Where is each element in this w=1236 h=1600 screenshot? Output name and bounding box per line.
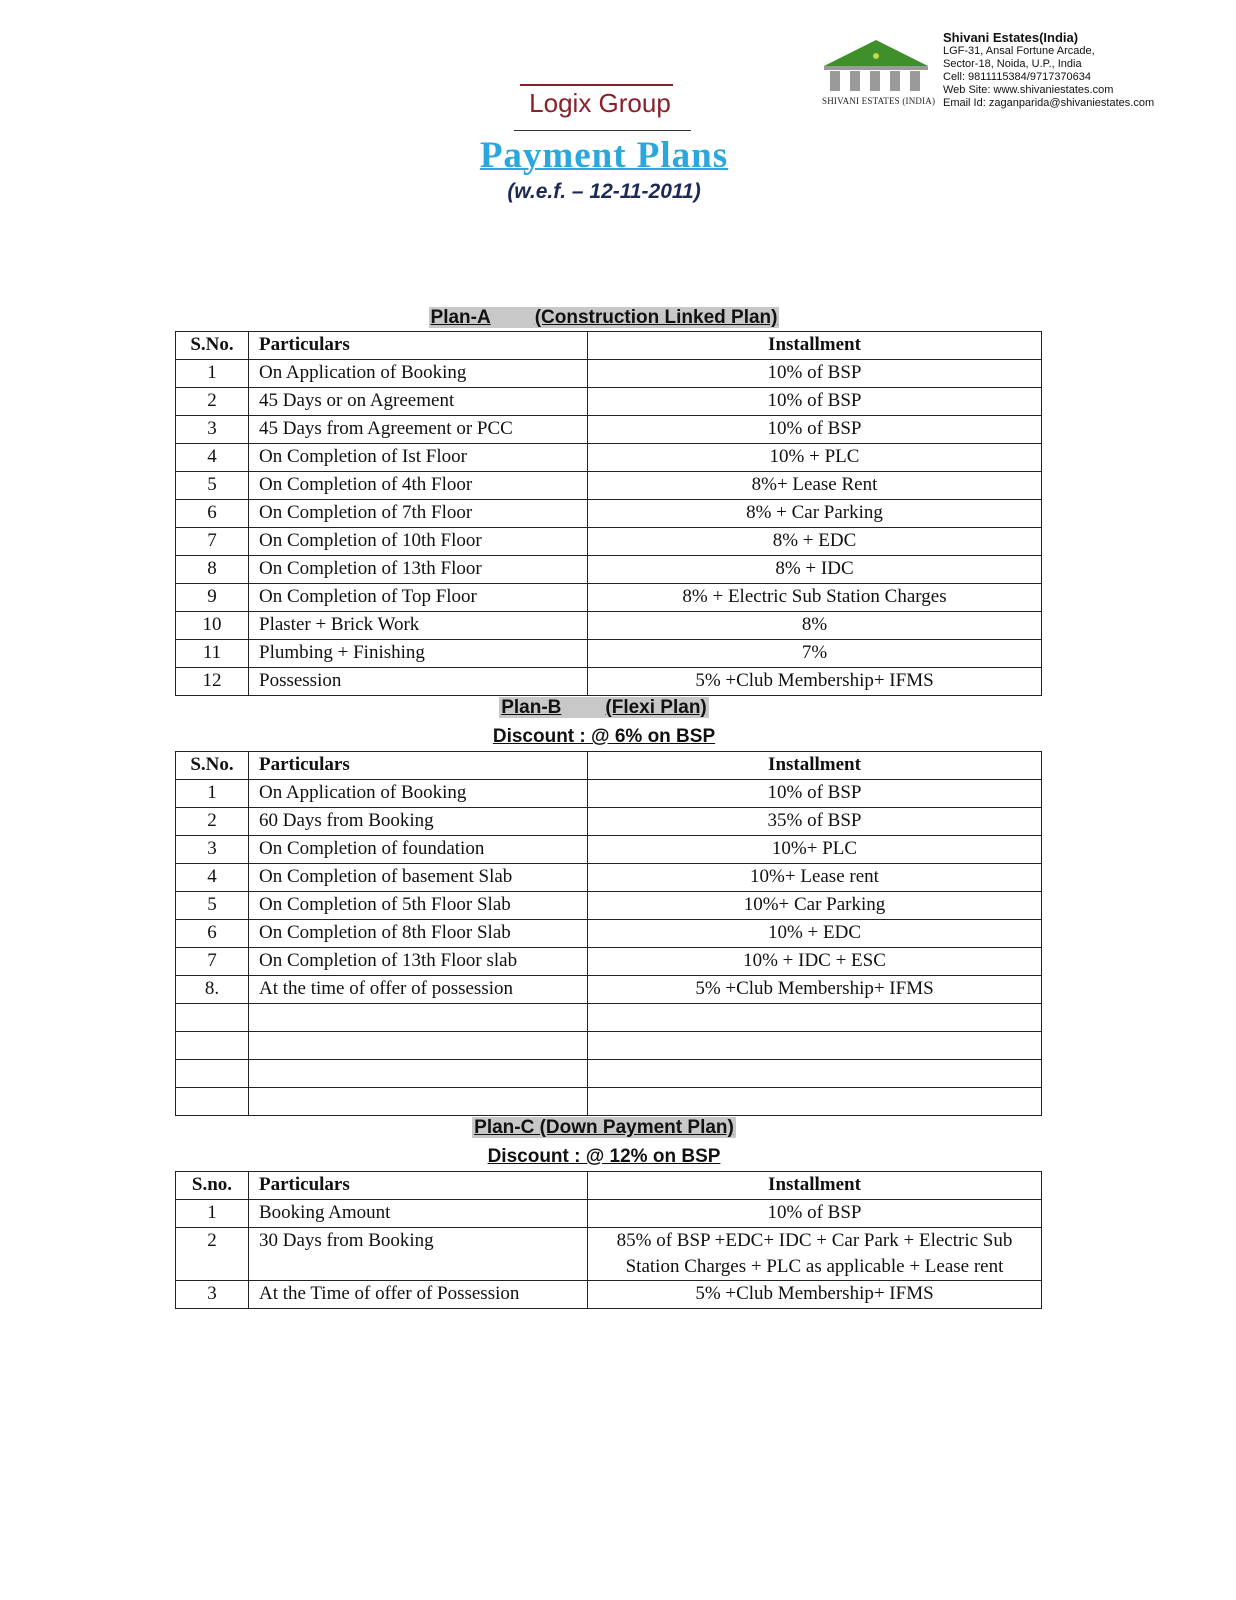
row-particulars: On Completion of 5th Floor Slab [249, 892, 588, 920]
row-installment: 8% + IDC [588, 556, 1042, 584]
row-sno: 3 [176, 836, 249, 864]
logo-wordmark: SHIVANI ESTATES (INDIA) [822, 96, 936, 106]
row-sno: 2 [176, 388, 249, 416]
row-particulars: 45 Days from Agreement or PCC [249, 416, 588, 444]
row-sno: 10 [176, 612, 249, 640]
row-installment: 10% + IDC + ESC [588, 948, 1042, 976]
row-installment: 10%+ Lease rent [588, 864, 1042, 892]
row-sno: 8. [176, 976, 249, 1004]
row-installment: 10%+ PLC [588, 836, 1042, 864]
plan-c-discount [0, 1145, 1208, 1169]
row-installment: 10% of BSP [588, 388, 1042, 416]
plan-a-table [175, 331, 1042, 696]
row-particulars [249, 1032, 588, 1060]
row-sno: 6 [176, 500, 249, 528]
row-sno: 1 [176, 360, 249, 388]
row-sno: 4 [176, 444, 249, 472]
table-row [176, 892, 1042, 920]
row-particulars: On Completion of 10th Floor [249, 528, 588, 556]
row-installment [588, 1004, 1042, 1032]
table-row [176, 1228, 1042, 1281]
plan-b-name: (Flexi Plan) [605, 697, 707, 718]
table-row [176, 584, 1042, 612]
row-sno: 2 [176, 1228, 249, 1281]
row-particulars: On Completion of Top Floor [249, 584, 588, 612]
table-row [176, 836, 1042, 864]
agency-email: Email Id: zaganparida@shivaniestates.com [943, 97, 1155, 109]
table-row [176, 920, 1042, 948]
table-row [176, 556, 1042, 584]
row-installment [588, 1060, 1042, 1088]
row-particulars: 30 Days from Booking [249, 1228, 588, 1281]
row-sno: 1 [176, 780, 249, 808]
table-row [176, 976, 1042, 1004]
row-particulars: Plumbing + Finishing [249, 640, 588, 668]
row-installment: 10% of BSP [588, 1200, 1042, 1228]
agency-contact-block [943, 30, 1154, 110]
table-row [176, 640, 1042, 668]
row-installment: 7% [588, 640, 1042, 668]
row-installment: 10% of BSP [588, 416, 1042, 444]
row-particulars: At the Time of offer of Possession [249, 1281, 588, 1309]
table-row [176, 472, 1042, 500]
row-installment: 8% + Car Parking [588, 500, 1042, 528]
row-particulars: 60 Days from Booking [249, 808, 588, 836]
row-sno: 9 [176, 584, 249, 612]
row-sno [176, 1004, 249, 1032]
table-header-row [176, 1172, 1042, 1200]
plan-a-heading [0, 306, 1208, 330]
table-row [176, 444, 1042, 472]
plan-c-table [175, 1171, 1042, 1309]
row-sno: 7 [176, 528, 249, 556]
table-row [176, 416, 1042, 444]
row-sno: 5 [176, 472, 249, 500]
plan-c-title: Plan-C (Down Payment Plan) [474, 1117, 734, 1138]
row-installment: 10%+ Car Parking [588, 892, 1042, 920]
table-row [176, 1004, 1042, 1032]
header-installment: Installment [588, 1172, 1042, 1200]
table-row [176, 1060, 1042, 1088]
row-sno: 5 [176, 892, 249, 920]
row-particulars: On Completion of 13th Floor [249, 556, 588, 584]
agency-address-1: LGF-31, Ansal Fortune Arcade, [943, 45, 1095, 57]
page-title: Payment Plans [479, 135, 729, 176]
row-particulars: On Completion of Ist Floor [249, 444, 588, 472]
plan-a-name: (Construction Linked Plan) [534, 307, 778, 328]
row-particulars: On Completion of 13th Floor slab [249, 948, 588, 976]
row-sno: 2 [176, 808, 249, 836]
table-row [176, 388, 1042, 416]
header-particulars: Particulars [249, 1172, 588, 1200]
row-particulars: Possession [249, 668, 588, 696]
header-sno: S.No. [176, 332, 249, 360]
row-particulars [249, 1004, 588, 1032]
agency-website: Web Site: www.shivaniestates.com [943, 84, 1114, 96]
row-sno: 3 [176, 1281, 249, 1309]
agency-cell: Cell: 9811115384/9717370634 [943, 71, 1092, 83]
row-sno: 8 [176, 556, 249, 584]
row-particulars: On Completion of 7th Floor [249, 500, 588, 528]
agency-name: Shivani Estates(India) [943, 30, 1079, 45]
row-installment: 5% +Club Membership+ IFMS [588, 976, 1042, 1004]
row-particulars: 45 Days or on Agreement [249, 388, 588, 416]
house-columns-icon [820, 38, 932, 98]
plan-c-discount-text: Discount : @ 12% on BSP [487, 1146, 721, 1167]
table-row [176, 528, 1042, 556]
row-sno: 6 [176, 920, 249, 948]
table-row [176, 864, 1042, 892]
table-row [176, 360, 1042, 388]
table-row [176, 1200, 1042, 1228]
row-particulars: Booking Amount [249, 1200, 588, 1228]
row-sno [176, 1032, 249, 1060]
row-installment: 10% + PLC [588, 444, 1042, 472]
effective-date: (w.e.f. – 12-11-2011) [507, 180, 701, 203]
row-installment: 10% of BSP [588, 780, 1042, 808]
plan-b-heading [0, 696, 1208, 720]
row-installment: 5% +Club Membership+ IFMS [588, 1281, 1042, 1309]
table-row [176, 808, 1042, 836]
row-particulars: On Application of Booking [249, 780, 588, 808]
row-installment: 10% + EDC [588, 920, 1042, 948]
plan-b-title [499, 697, 709, 718]
row-installment: 8% + Electric Sub Station Charges [588, 584, 1042, 612]
row-installment: 8% + EDC [588, 528, 1042, 556]
plan-c-heading [0, 1116, 1208, 1140]
table-row [176, 1281, 1042, 1309]
header-installment: Installment [588, 752, 1042, 780]
header-particulars: Particulars [249, 332, 588, 360]
row-particulars: Plaster + Brick Work [249, 612, 588, 640]
row-sno: 4 [176, 864, 249, 892]
row-installment: 5% +Club Membership+ IFMS [588, 668, 1042, 696]
row-sno: 1 [176, 1200, 249, 1228]
table-row [176, 1088, 1042, 1116]
row-sno: 3 [176, 416, 249, 444]
table-row [176, 668, 1042, 696]
plan-b-discount-text: Discount : @ 6% on BSP [492, 726, 716, 747]
row-particulars [249, 1088, 588, 1116]
header-sno: S.no. [176, 1172, 249, 1200]
row-particulars: On Completion of foundation [249, 836, 588, 864]
table-row [176, 780, 1042, 808]
table-row [176, 948, 1042, 976]
plan-a-code: Plan-A [430, 307, 491, 328]
row-particulars: At the time of offer of possession [249, 976, 588, 1004]
row-installment: 85% of BSP +EDC+ IDC + Car Park + Electric Sub Station Charges + PLC as applicable + Lease rent [588, 1228, 1042, 1281]
row-sno: 12 [176, 668, 249, 696]
agency-address-2: Sector-18, Noida, U.P., India [943, 58, 1082, 70]
row-installment: 35% of BSP [588, 808, 1042, 836]
table-row [176, 612, 1042, 640]
plan-a-title [429, 307, 780, 328]
row-sno: 7 [176, 948, 249, 976]
row-particulars: On Completion of 8th Floor Slab [249, 920, 588, 948]
row-installment [588, 1088, 1042, 1116]
row-particulars: On Completion of basement Slab [249, 864, 588, 892]
table-row [176, 500, 1042, 528]
table-header-row [176, 752, 1042, 780]
header-installment: Installment [588, 332, 1042, 360]
row-particulars: On Completion of 4th Floor [249, 472, 588, 500]
header-sno: S.No. [176, 752, 249, 780]
plan-b-table [175, 751, 1042, 1116]
header-particulars: Particulars [249, 752, 588, 780]
row-installment: 10% of BSP [588, 360, 1042, 388]
table-header-row [176, 332, 1042, 360]
row-sno [176, 1060, 249, 1088]
row-installment: 8% [588, 612, 1042, 640]
table-row [176, 1032, 1042, 1060]
row-particulars [249, 1060, 588, 1088]
group-top-bar [520, 84, 673, 86]
plan-b-code: Plan-B [501, 697, 562, 718]
plan-b-discount [0, 725, 1208, 749]
row-installment: 8%+ Lease Rent [588, 472, 1042, 500]
row-installment [588, 1032, 1042, 1060]
row-particulars: On Application of Booking [249, 360, 588, 388]
group-divider [514, 130, 691, 131]
group-name: Logix Group [529, 88, 671, 118]
row-sno: 11 [176, 640, 249, 668]
row-sno [176, 1088, 249, 1116]
